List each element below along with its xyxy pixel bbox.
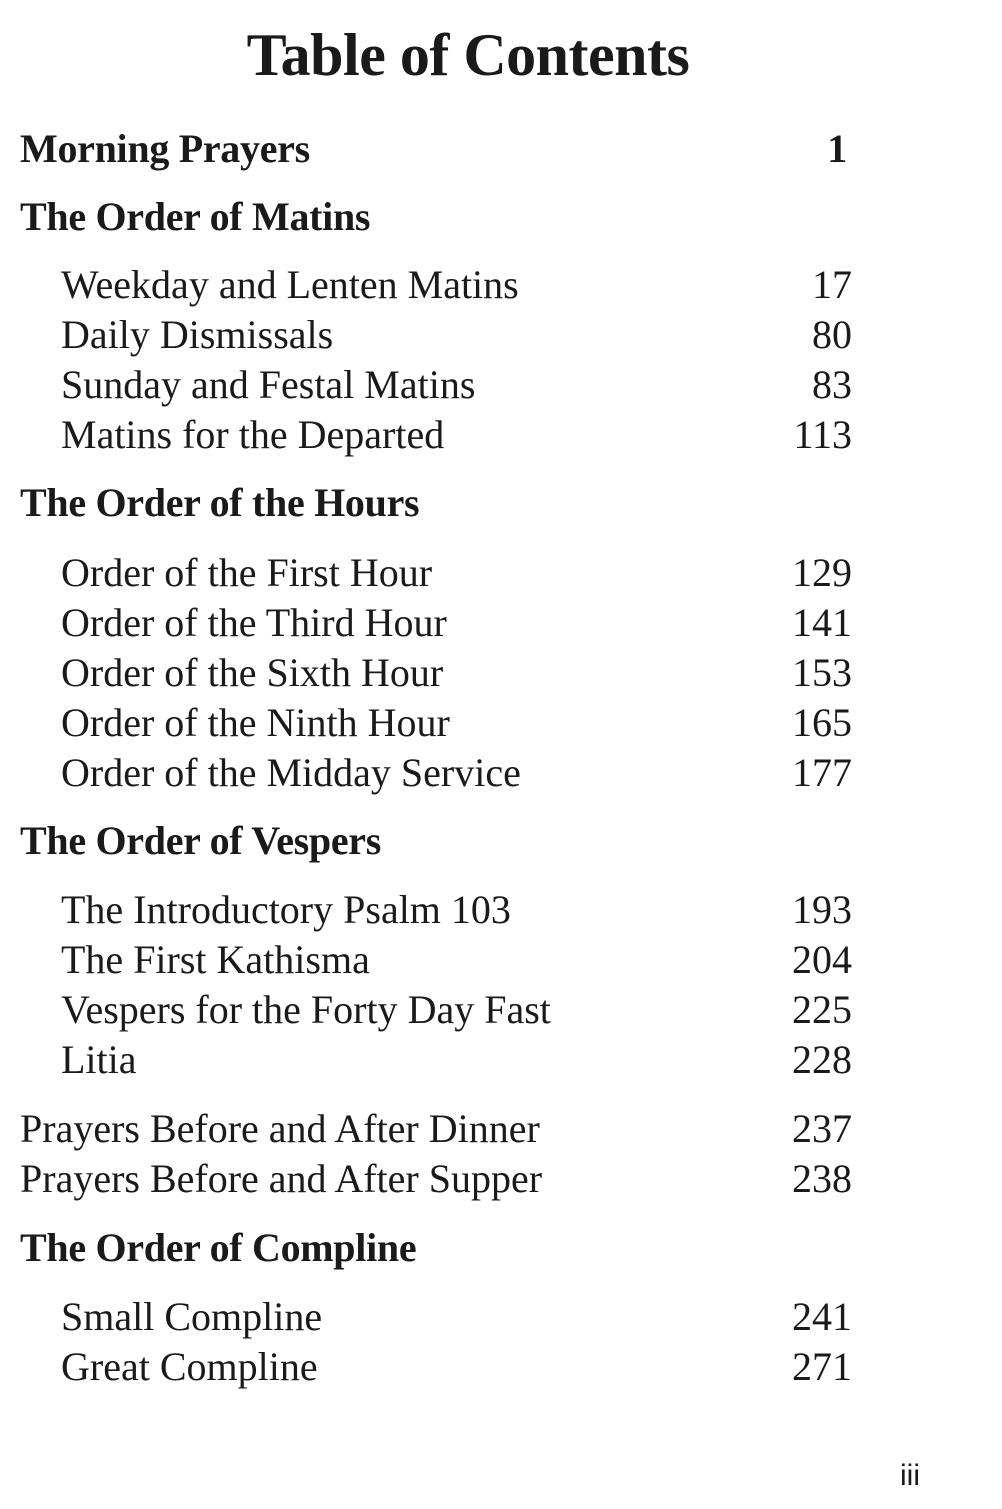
toc-page-number: 80 bbox=[812, 312, 852, 357]
toc-entry-label: Prayers Before and After Dinner bbox=[20, 1106, 540, 1151]
toc-entry-label: Vespers for the Forty Day Fast bbox=[61, 987, 551, 1032]
toc-page-number: 238 bbox=[792, 1156, 852, 1201]
toc-page-number: 141 bbox=[792, 600, 852, 645]
toc-page-number: 241 bbox=[792, 1294, 852, 1339]
toc-entry bbox=[0, 698, 1002, 748]
toc-page-number: 113 bbox=[793, 412, 852, 457]
toc-entry bbox=[0, 985, 1002, 1035]
toc-page-number: 225 bbox=[792, 987, 852, 1032]
toc-entry bbox=[0, 1035, 1002, 1085]
toc-entry-label: Daily Dismissals bbox=[61, 312, 334, 357]
toc-entry bbox=[0, 648, 1002, 698]
toc-page-number: 177 bbox=[792, 750, 852, 795]
toc-entry-label: Order of the First Hour bbox=[61, 550, 433, 595]
toc-section-label: The Order of Matins bbox=[20, 194, 371, 239]
toc-entry-label: The Introductory Psalm 103 bbox=[61, 887, 511, 932]
toc-entry bbox=[0, 310, 1002, 360]
toc-page-number: 153 bbox=[792, 650, 852, 695]
toc-section-label: The Order of Vespers bbox=[20, 818, 382, 863]
toc-entry-label: Litia bbox=[61, 1037, 137, 1082]
toc-entry bbox=[0, 410, 1002, 460]
toc-page-number: 193 bbox=[792, 887, 852, 932]
toc-entry-label: Order of the Ninth Hour bbox=[61, 700, 450, 745]
toc-page-number: 165 bbox=[792, 700, 852, 745]
toc-entry-label: Sunday and Festal Matins bbox=[61, 362, 476, 407]
toc-section bbox=[0, 478, 1002, 528]
toc-entry bbox=[0, 548, 1002, 598]
toc-section bbox=[0, 1223, 1002, 1273]
toc-entry-label: Order of the Midday Service bbox=[61, 750, 521, 795]
toc-entry bbox=[0, 1104, 1002, 1154]
toc-entry-label: Order of the Third Hour bbox=[61, 600, 447, 645]
toc-section-label: Morning Prayers bbox=[20, 126, 310, 171]
toc-page-number: 83 bbox=[812, 362, 852, 407]
toc-entry-label: Prayers Before and After Supper bbox=[20, 1156, 543, 1201]
toc-page-number: 271 bbox=[792, 1344, 852, 1389]
toc-entry bbox=[0, 1292, 1002, 1342]
toc-page-number: 17 bbox=[812, 262, 852, 307]
toc-page-number: 237 bbox=[792, 1106, 852, 1151]
page-title: Table of Contents bbox=[246, 22, 690, 88]
toc-entry bbox=[0, 260, 1002, 310]
toc-entry bbox=[0, 598, 1002, 648]
toc-entry bbox=[0, 935, 1002, 985]
toc-entry-label: Great Compline bbox=[61, 1344, 318, 1389]
toc-entry bbox=[0, 1154, 1002, 1204]
toc-page-number: 228 bbox=[792, 1037, 852, 1082]
toc-page-number: 129 bbox=[792, 550, 852, 595]
toc-entry-label: Order of the Sixth Hour bbox=[61, 650, 444, 695]
toc-entry-label: Matins for the Departed bbox=[61, 412, 445, 457]
toc-entry bbox=[0, 1342, 1002, 1392]
toc-entry bbox=[0, 360, 1002, 410]
toc-section bbox=[0, 124, 1002, 174]
page-folio: iii bbox=[900, 1459, 920, 1492]
toc-entry bbox=[0, 748, 1002, 798]
toc-section bbox=[0, 816, 1002, 866]
toc-page-number: 1 bbox=[827, 126, 847, 171]
toc-section-label: The Order of the Hours bbox=[20, 480, 420, 525]
toc-entry-label: The First Kathisma bbox=[61, 937, 370, 982]
toc-section bbox=[0, 192, 1002, 242]
toc-entry-label: Weekday and Lenten Matins bbox=[61, 262, 519, 307]
toc-section-label: The Order of Compline bbox=[20, 1225, 417, 1270]
toc-entry bbox=[0, 885, 1002, 935]
toc-page-number: 204 bbox=[792, 937, 852, 982]
toc-entry-label: Small Compline bbox=[61, 1294, 323, 1339]
